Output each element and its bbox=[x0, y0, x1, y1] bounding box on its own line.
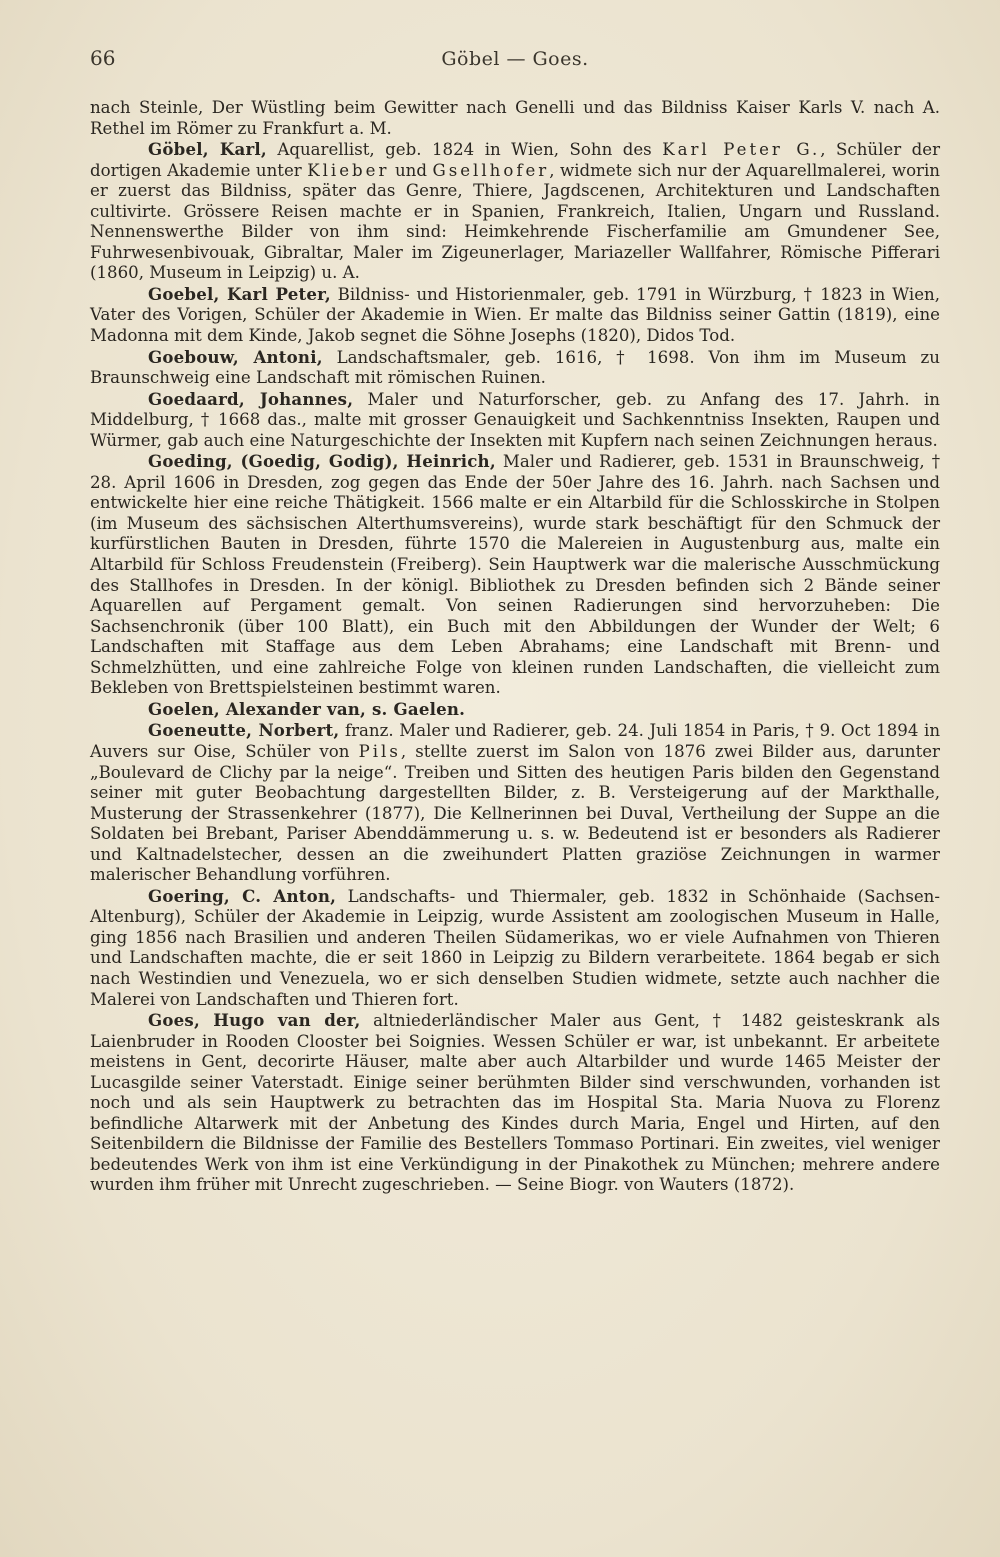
entry-headword: Goedaard, Johannes, bbox=[148, 388, 354, 409]
page-number: 66 bbox=[90, 46, 116, 70]
entry-goeneutte: Goeneutte, Norbert, franz. Maler und Radierer, geb. 24. Juli 1854 in Paris, † 9. Oct 1894 in Auvers sur Oise, Schüler von Pils, stellte zuerst im Salon von 1876 zwei Bilder aus, darunter „Boulevard de Clichy par la neige“. Treiben und Sitten des heutigen Paris bilden den Gegenstand seiner mit guter Beobachtung dargestellten Bilder, z. B. Versteigerung auf der Markthalle, Musterung der Strassenkehrer (1877), Die Kellnerinnen bei Duval, Vertheilung der Suppe an die Soldaten bei Brebant, Pariser Abenddämmerung u. s. w. Bedeutend ist er besonders als Radierer und Kaltnadelstecher, dessen an die zweihundert Platten graziöse Zeichnungen in warmer malerischer Behandlung vorführen. bbox=[90, 720, 940, 885]
entry-headword: Goebel, Karl Peter, bbox=[148, 283, 331, 304]
body-text bbox=[90, 98, 940, 1196]
entry-headword: Goebouw, Antoni, bbox=[148, 346, 323, 367]
running-head: Göbel — Goes. bbox=[441, 48, 589, 70]
entry-goering: Goering, C. Anton, Landschafts- und Thiermaler, geb. 1832 in Schönhaide (Sachsen-Altenburg), Schüler der Akademie in Leipzig, wurde Assistent am zoologischen Museum in Halle, ging 1856 nach Brasilien und anderen Theilen Südamerikas, wo er viele Aufnahmen von Thieren und Landschaften machte, die er seit 1860 in Leipzig zu Bildern verarbeitete. 1864 begab er sich nach Westindien und Venezuela, wo er sich denselben Studien widmete, setzte auch nachher die Malerei von Landschaften und Thieren fort. bbox=[90, 885, 940, 1009]
entry-goebel-karl-peter: Goebel, Karl Peter, Bildniss- und Historienmaler, geb. 1791 in Würzburg, † 1823 in Wien, Vater des Vorigen, Schüler der Akademie in Wien. Er malte das Bildniss seiner Gattin (1819), eine Madonna mit dem Kinde, Jakob segnet die Söhne Josephs (1820), Didos Tod. bbox=[90, 283, 940, 346]
entry-goeding: Goeding, (Goedig, Godig), Heinrich, Maler und Radierer, geb. 1531 in Braunschweig, † 28. April 1606 in Dresden, zog gegen das Ende der 50er Jahre des 16. Jahrh. nach Sachsen und entwickelte hier eine reiche Thätigkeit. 1566 malte er ein Altarbild für die Schlosskirche in Stolpen (im Museum des sächsischen Alterthumsvereins), wurde stark beschäftigt für den Schmuck der kurfürstlichen Bauten in Dresden, führte 1570 die Malereien in Augustenburg aus, malte ein Altarbild für Schloss Freudenstein (Freiberg). Sein Hauptwerk war die malerische Ausschmückung des Stallhofes in Dresden. In der königl. Bibliothek zu Dresden befinden sich 2 Bände seiner Aquarellen auf Pergament gemalt. Von seinen Radierungen sind hervorzuheben: Die Sachsenchronik (über 100 Blatt), ein Buch mit den Abbildungen der Wunder der Welt; 6 Landschaften mit Staffage aus dem Leben Abrahams; eine Landschaft mit Brenn- und Schmelzhütten, und eine zahlreiche Folge von kleinen runden Landschaften, die vielleicht zum Bekleben von Brettspielsteinen bestimmt waren. bbox=[90, 451, 940, 698]
entry-goedaard: Goedaard, Johannes, Maler und Naturforscher, geb. zu Anfang des 17. Jahrh. in Middelburg, † 1668 das., malte mit grosser Genauigkeit und Sachkenntniss Insekten, Raupen und Würmer, gab auch eine Naturgeschichte der Insekten mit Kupfern nach seinen Zeichnungen heraus. bbox=[90, 388, 940, 450]
page-header bbox=[90, 46, 940, 82]
continuation-paragraph: nach Steinle, Der Wüstling beim Gewitter nach Genelli und das Bildniss Kaiser Karls V. nach A. Rethel im Römer zu Frankfurt a. M. bbox=[90, 98, 940, 138]
entry-headword: Goelen, Alexander van, s. Gaelen. bbox=[148, 698, 466, 719]
entry-goelen bbox=[90, 699, 940, 721]
entry-headword: Goes, Hugo van der, bbox=[148, 1010, 361, 1031]
entry-headword: Göbel, Karl, bbox=[148, 139, 267, 160]
entry-goes: Goes, Hugo van der, altniederländischer Maler aus Gent, † 1482 geisteskrank als Laienbruder in Rooden Clooster bei Soignies. Wessen Schüler er war, ist unbekannt. Er arbeitete meistens in Gent, decorirte Häuser, malte aber auch Altarbilder und wurde 1465 Meister der Lucasgilde seiner Vaterstadt. Einige seiner berühmten Bilder sind verschwunden, vorhanden ist noch und als sein Hauptwerk zu betrachten das im Hospital Sta. Maria Nuova zu Florenz befindliche Altarwerk mit der Anbetung des Kindes durch Maria, Engel und Hirten, auf den Seitenbildern die Bildnisse der Familie des Bestellers Tommaso Portinari. Ein zweites, viel weniger bedeutendes Werk von ihm ist eine Verkündigung in der Pinakothek zu München; mehrere andere wurden ihm früher mit Unrecht zugeschrieben. — Seine Biogr. von Wauters (1872). bbox=[90, 1010, 941, 1195]
entry-goebouw: Goebouw, Antoni, Landschaftsmaler, geb. 1616, † 1698. Von ihm im Museum zu Braunschweig eine Landschaft mit römischen Ruinen. bbox=[90, 346, 940, 388]
entry-headword: Goeneutte, Norbert, bbox=[148, 720, 340, 741]
entry-headword: Goeding, (Goedig, Godig), Heinrich, bbox=[148, 451, 496, 472]
entry-goebel-karl: Göbel, Karl, Aquarellist, geb. 1824 in Wien, Sohn des Karl Peter G., Schüler der dortigen Akademie unter Klieber und Gsellhofer, widmete sich nur der Aquarellmalerei, worin er zuerst das Bildniss, später das Genre, Thiere, Jagdscenen, Architekturen und Landschaften cultivirte. Grössere Reisen machte er in Spanien, Frankreich, Italien, Ungarn und Russland. Nennenswerthe Bilder von ihm sind: Heimkehrende Fischerfamilie am Gmundener See, Fuhrwesenbivouak, Gibraltar, Maler im Zigeunerlager, Mariazeller Wallfahrer, Römische Pifferari (1860, Museum in Leipzig) u. A. bbox=[90, 139, 941, 283]
entry-headword: Goering, C. Anton, bbox=[148, 885, 337, 906]
